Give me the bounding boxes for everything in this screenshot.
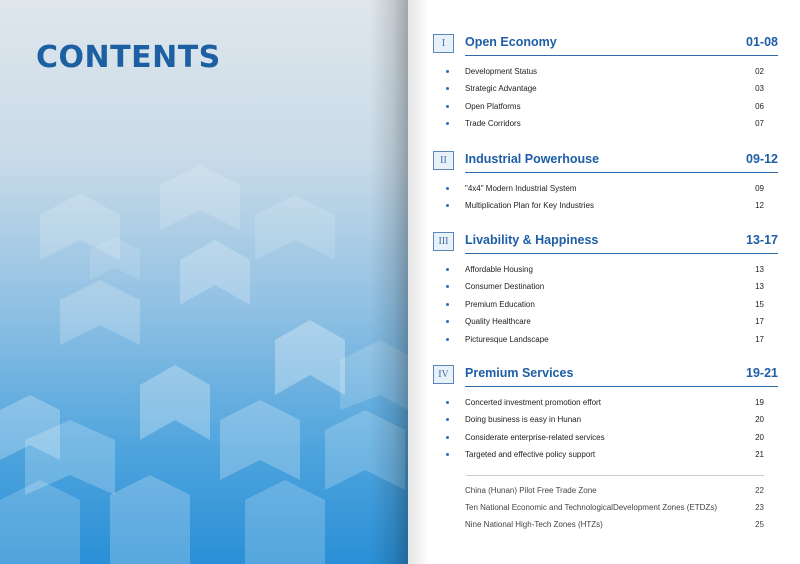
toc-item-page: 09	[755, 184, 764, 193]
toc-item[interactable]	[446, 199, 764, 213]
toc-item[interactable]	[446, 448, 764, 462]
toc-item[interactable]	[446, 333, 764, 347]
section-title: Industrial Powerhouse	[465, 152, 600, 166]
toc-item-page: 20	[755, 415, 764, 424]
toc-item-page: 03	[755, 84, 764, 93]
toc-item-label: Open Platforms	[465, 102, 521, 111]
section-title: Premium Services	[465, 366, 574, 380]
section-header-industrial-powerhouse[interactable]	[433, 151, 778, 173]
bullet-icon	[446, 105, 449, 108]
toc-item-label: Doing business is easy in Hunan	[465, 415, 582, 424]
section-page-range: 09-12	[746, 152, 778, 166]
toc-item-label: Consumer Destination	[465, 282, 545, 291]
section-rule	[465, 172, 778, 173]
toc-item-label: Premium Education	[465, 300, 535, 309]
toc-item-page: 12	[755, 201, 764, 210]
toc-item-label: Development Status	[465, 67, 538, 76]
appendix-item-page: 25	[755, 520, 764, 529]
toc-item-label: Picturesque Landscape	[465, 335, 549, 344]
section-numeral: III	[433, 232, 454, 251]
toc-item[interactable]	[446, 280, 764, 294]
contents-page	[408, 0, 800, 564]
toc-item-page: 02	[755, 67, 764, 76]
bullet-icon	[446, 320, 449, 323]
toc-item-page: 17	[755, 317, 764, 326]
spine-shading	[408, 0, 430, 564]
appendix-item-page: 23	[755, 503, 764, 512]
appendix-item-label: China (Hunan) Pilot Free Trade Zone	[465, 486, 597, 495]
toc-item-label: Affordable Housing	[465, 265, 533, 274]
bullet-icon	[446, 285, 449, 288]
toc-item[interactable]	[446, 263, 764, 277]
toc-item[interactable]	[446, 396, 764, 410]
toc-item[interactable]	[446, 100, 764, 114]
appendix-item-page: 22	[755, 486, 764, 495]
section-numeral: I	[433, 34, 454, 53]
section-numeral: II	[433, 151, 454, 170]
section-title: Open Economy	[465, 35, 557, 49]
toc-item-label: Targeted and effective policy support	[465, 450, 596, 459]
bullet-icon	[446, 204, 449, 207]
appendix-divider	[466, 475, 764, 476]
toc-item-label: Quality Healthcare	[465, 317, 531, 326]
bullet-icon	[446, 303, 449, 306]
toc-item-page: 20	[755, 433, 764, 442]
toc-item-label: Multiplication Plan for Key Industries	[465, 201, 594, 210]
toc-item[interactable]	[446, 65, 764, 79]
toc-item[interactable]	[446, 182, 764, 196]
section-header-open-economy[interactable]	[433, 34, 778, 56]
section-page-range: 01-08	[746, 35, 778, 49]
toc-item[interactable]	[446, 431, 764, 445]
section-page-range: 19-21	[746, 366, 778, 380]
section-header-livability-happiness[interactable]	[433, 232, 778, 254]
toc-item-page: 07	[755, 119, 764, 128]
toc-item[interactable]	[446, 82, 764, 96]
toc-item-page: 15	[755, 300, 764, 309]
section-rule	[465, 253, 778, 254]
appendix-item[interactable]	[465, 501, 764, 515]
section-numeral: IV	[433, 365, 454, 384]
bullet-icon	[446, 436, 449, 439]
bullet-icon	[446, 401, 449, 404]
section-header-premium-services[interactable]	[433, 365, 778, 387]
section-title: Livability & Happiness	[465, 233, 599, 247]
section-page-range: 13-17	[746, 233, 778, 247]
toc-item-page: 13	[755, 282, 764, 291]
bullet-icon	[446, 338, 449, 341]
toc-item-label: Considerate enterprise-related services	[465, 433, 605, 442]
appendix-item-label: Nine National High-Tech Zones (HTZs)	[465, 520, 603, 529]
bullet-icon	[446, 268, 449, 271]
appendix-item[interactable]	[465, 484, 764, 498]
section-rule	[465, 55, 778, 56]
toc-item-label: Strategic Advantage	[465, 84, 537, 93]
bullet-icon	[446, 122, 449, 125]
toc-item-page: 06	[755, 102, 764, 111]
toc-item-page: 19	[755, 398, 764, 407]
toc-item[interactable]	[446, 315, 764, 329]
spine-shadow	[370, 0, 408, 564]
toc-item-label: Trade Corridors	[465, 119, 521, 128]
bullet-icon	[446, 87, 449, 90]
appendix-item[interactable]	[465, 518, 764, 532]
appendix-item-label: Ten National Economic and TechnologicalDevelopment Zones (ETDZs)	[465, 503, 717, 512]
toc-item-page: 17	[755, 335, 764, 344]
bullet-icon	[446, 187, 449, 190]
toc-item[interactable]	[446, 298, 764, 312]
contents-title: CONTENTS	[36, 40, 221, 75]
bullet-icon	[446, 70, 449, 73]
toc-item-page: 13	[755, 265, 764, 274]
section-rule	[465, 386, 778, 387]
bullet-icon	[446, 418, 449, 421]
toc-item[interactable]	[446, 117, 764, 131]
toc-item-page: 21	[755, 450, 764, 459]
toc-item[interactable]	[446, 413, 764, 427]
toc-item-label: "4x4" Modern Industrial System	[465, 184, 577, 193]
bullet-icon	[446, 453, 449, 456]
toc-item-label: Concerted investment promotion effort	[465, 398, 601, 407]
